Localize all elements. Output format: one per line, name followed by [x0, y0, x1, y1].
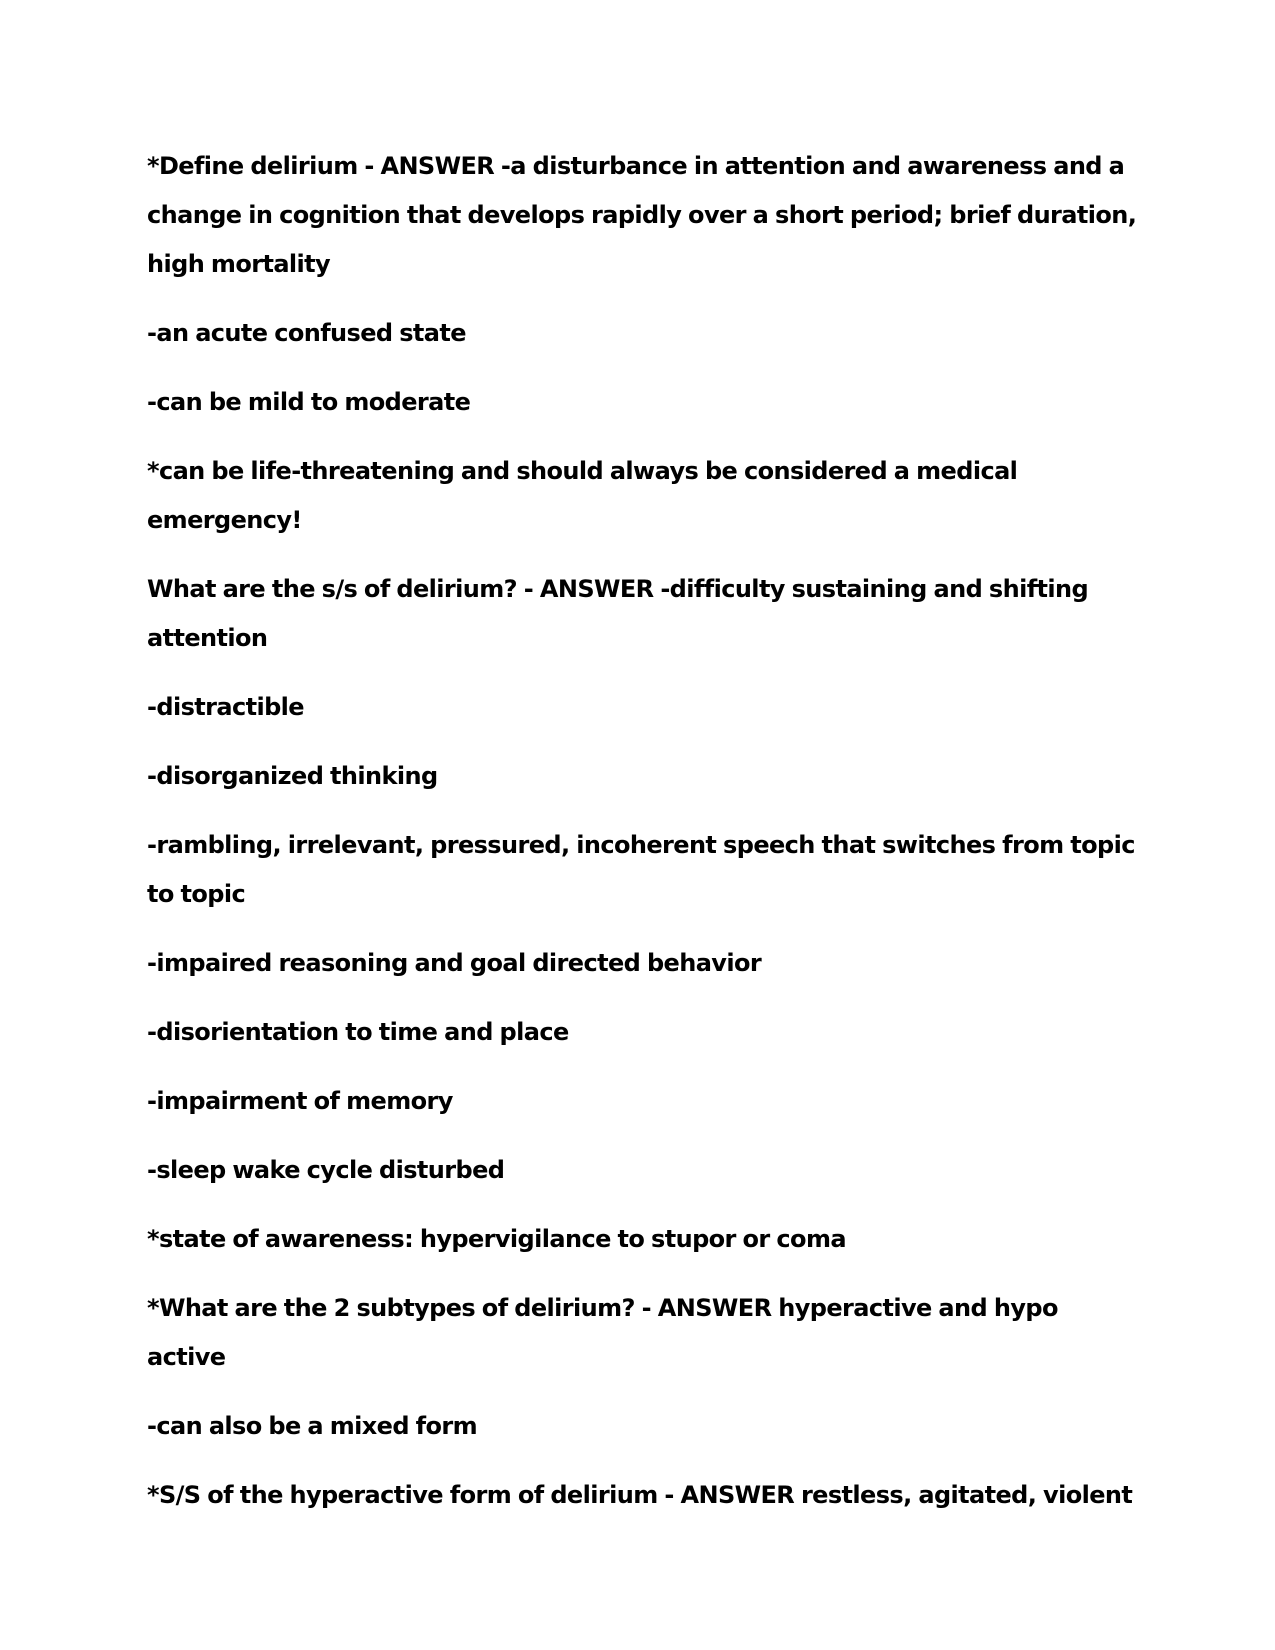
paragraph-define-delirium: *Define delirium - ANSWER -a disturbance in attention and awareness and a change in cognition that develops rapidly over a short period; brief duration, high mortality — [147, 152, 1137, 278]
paragraph-signs-symptoms: What are the s/s of delirium? - ANSWER -difficulty sustaining and shifting attention — [147, 575, 1089, 652]
paragraph-sleep-wake: -sleep wake cycle disturbed — [147, 1156, 505, 1184]
document-body — [147, 142, 1137, 1540]
paragraph-rambling-speech: -rambling, irrelevant, pressured, incoherent speech that switches from topic to topic — [147, 831, 1135, 908]
paragraph-subtypes: *What are the 2 subtypes of delirium? - ANSWER hyperactive and hypo active — [147, 1294, 1058, 1371]
paragraph-state-of-awareness: *state of awareness: hypervigilance to stupor or coma — [147, 1225, 846, 1253]
paragraph-mild-to-moderate: -can be mild to moderate — [147, 388, 471, 416]
paragraph-distractible: -distractible — [147, 693, 304, 721]
paragraph-acute-confused-state: -an acute confused state — [147, 319, 466, 347]
paragraph-mixed-form: -can also be a mixed form — [147, 1412, 478, 1440]
paragraph-impaired-reasoning: -impaired reasoning and goal directed behavior — [147, 949, 762, 977]
paragraph-disorientation: -disorientation to time and place — [147, 1018, 569, 1046]
paragraph-memory-impairment: -impairment of memory — [147, 1087, 453, 1115]
paragraph-hyperactive-signs: *S/S of the hyperactive form of delirium - ANSWER restless, agitated, violent — [147, 1481, 1133, 1509]
paragraph-life-threatening: *can be life-threatening and should always be considered a medical emergency! — [147, 457, 1018, 534]
paragraph-disorganized-thinking: -disorganized thinking — [147, 762, 438, 790]
